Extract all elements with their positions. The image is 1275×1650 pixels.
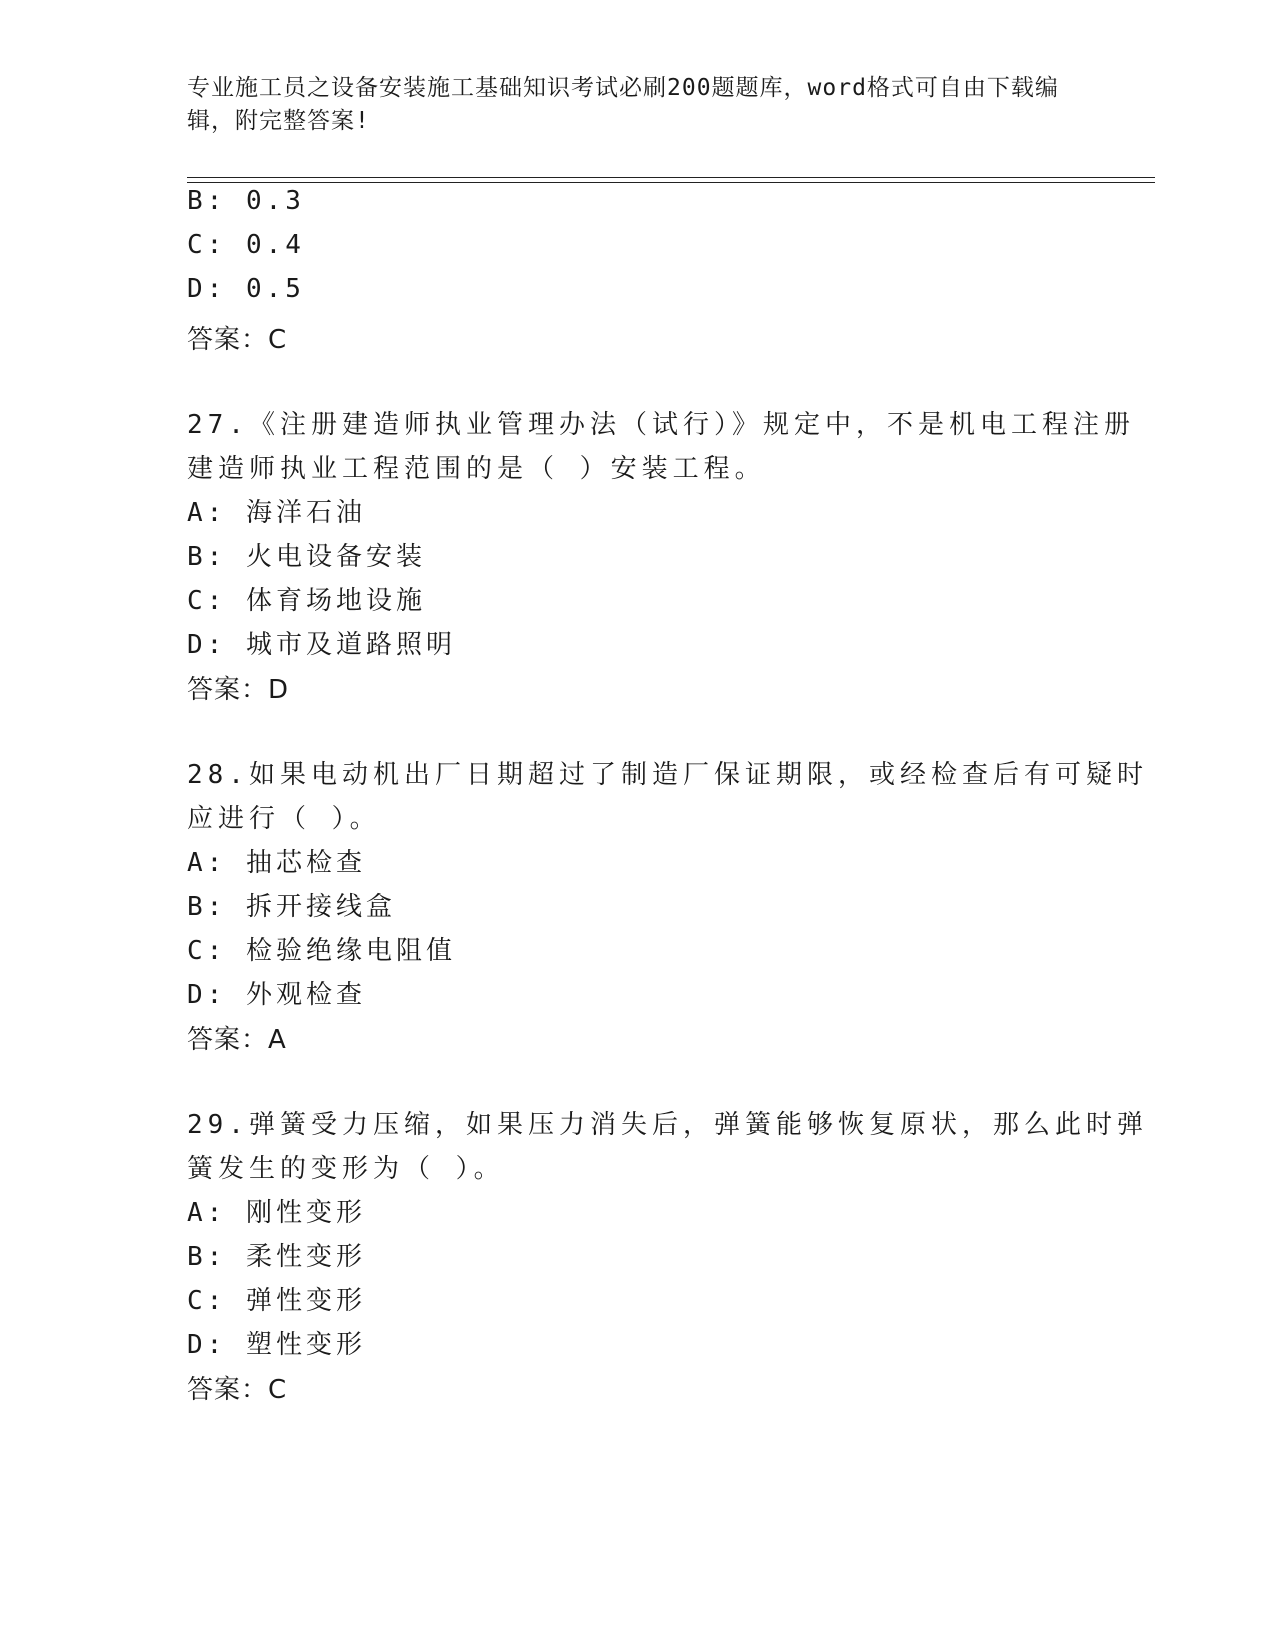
option-b: B: 柔性变形: [187, 1242, 366, 1272]
answer: 答案：D: [187, 675, 290, 705]
option-b: B: 火电设备安装: [187, 542, 426, 572]
option-c: C: 检验绝缘电阻值: [187, 936, 456, 966]
page-header: 专业施工员之设备安装施工基础知识考试必刷200题题库，word格式可自由下载编辑，附完整答案!: [187, 75, 1059, 134]
option-d: D: 塑性变形: [187, 1330, 366, 1360]
answer: 答案：C: [187, 325, 288, 355]
answer: 答案：A: [187, 1025, 287, 1055]
option-b: B: 拆开接线盒: [187, 892, 396, 922]
answer: 答案：C: [187, 1375, 288, 1405]
question-stem: 29.弹簧受力压缩，如果压力消失后，弹簧能够恢复原状，那么此时弹: [187, 1110, 1148, 1140]
option-d: D: 0.5: [187, 274, 305, 304]
option-c: C: 0.4: [187, 230, 305, 260]
option-a: A: 抽芯检查: [187, 848, 366, 878]
option-c: C: 弹性变形: [187, 1286, 366, 1316]
option-c: C: 体育场地设施: [187, 586, 426, 616]
question-stem: 27.《注册建造师执业管理办法（试行）》规定中，不是机电工程注册: [187, 410, 1135, 440]
option-a: A: 刚性变形: [187, 1198, 366, 1228]
option-d: D: 城市及道路照明: [187, 630, 456, 660]
option-d: D: 外观检查: [187, 980, 366, 1010]
header-divider-bottom: [187, 182, 1155, 183]
question-stem: 应进行（ ）。: [187, 804, 381, 834]
option-b: B: 0.3: [187, 186, 305, 216]
question-stem: 28.如果电动机出厂日期超过了制造厂保证期限，或经检查后有可疑时: [187, 760, 1148, 790]
header-divider-top: [187, 177, 1155, 178]
question-stem: 簧发生的变形为（ ）。: [187, 1154, 505, 1184]
question-stem: 建造师执业工程范围的是（ ）安装工程。: [187, 454, 766, 484]
option-a: A: 海洋石油: [187, 498, 366, 528]
